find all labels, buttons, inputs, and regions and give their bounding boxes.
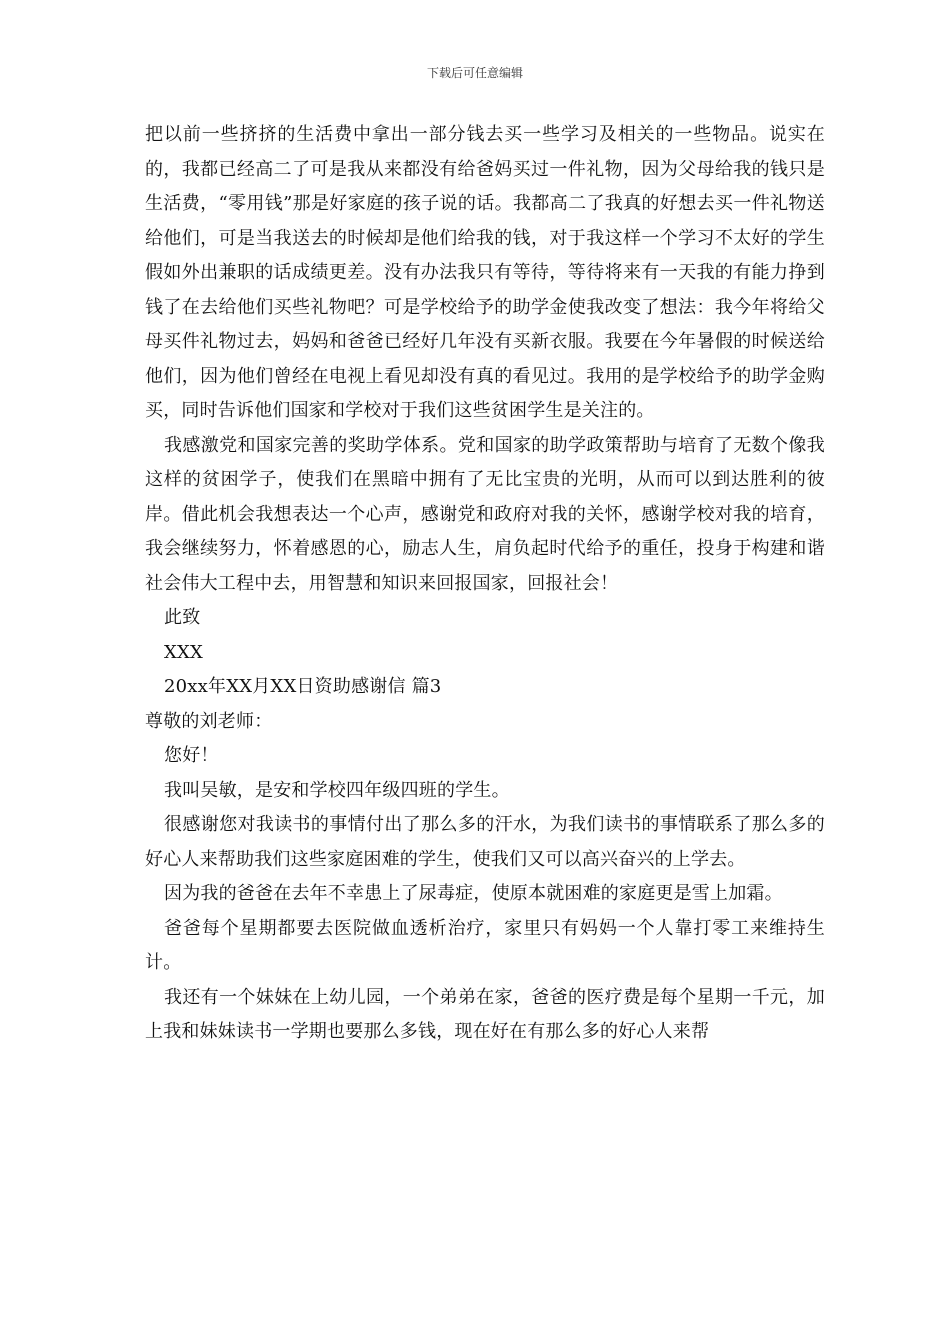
paragraph-introduction: 我叫吴敏，是安和学校四年级四班的学生。 bbox=[164, 779, 510, 801]
closing-salutation: 此致 bbox=[164, 607, 201, 628]
paragraph-family-costs: 我还有一个妹妹在上幼儿园，一个弟弟在家，爸爸的医疗费是每个星期一千元，加上我和妹妹读书一学期也要那么多钱，现在好在有那么多的好心人来帮 bbox=[145, 986, 825, 1042]
paragraph-treatment: 爸爸每个星期都要去医院做血透析治疗，家里只有妈妈一个人靠打零工来维持生计。 bbox=[145, 917, 825, 973]
letter-addressee: 尊敬的刘老师： bbox=[145, 710, 273, 732]
paragraph-continuation: 把以前一些挤挤的生活费中拿出一部分钱去买一些学习及相关的一些物品。说实在的，我都已经高二了可是我从来都没有给爸妈买过一件礼物，因为父母给我的钱只是生活费，“零用钱”那是好家庭的孩子说的话。我都高二了我真的好想去买一件礼物送给他们，可是当我送去的时候却是他们给我的钱，对于我这样一个学习不太好的学生假如外出兼职的话成绩更差。没有办法我只有等待，等待将来有一天我的有能力挣到钱了在去给他们买些礼物吧？可是学校给予的助学金使我改变了想法：我今年将给父母买件礼物过去，妈妈和爸爸已经好几年没有买新衣服。我要在今年暑假的时候送给他们，因为他们曾经在电视上看见却没有真的看见过。我用的是学校给予的助学金购买，同时告诉他们国家和学校对于我们这些贫困学生是关注的。 bbox=[145, 124, 825, 421]
date-and-section-title: 20xx年XX月XX日资助感谢信 篇3 bbox=[164, 676, 442, 697]
greeting: 您好！ bbox=[164, 745, 219, 766]
paragraph-thanks: 很感谢您对我读书的事情付出了那么多的汗水，为我们读书的事情联系了那么多的好心人来帮助我们这些家庭困难的学生，使我们又可以高兴奋兴的上学去。 bbox=[145, 814, 825, 870]
paragraph-gratitude: 我感激党和国家完善的奖助学体系。党和国家的助学政策帮助与培育了无数个像我这样的贫困学子，使我们在黑暗中拥有了无比宝贵的光明，从而可以到达胜利的彼岸。借此机会我想表达一个心声，感谢党和政府对我的关怀，感谢学校对我的培育，我会继续努力，怀着感恩的心，励志人生，肩负起时代给予的重任，投身于构建和谐社会伟大工程中去，用智慧和知识来回报国家，回报社会！ bbox=[145, 434, 825, 594]
signature-name: XXX bbox=[164, 641, 204, 663]
page-header-note: 下载后可任意编辑 bbox=[426, 66, 523, 80]
document-body bbox=[145, 118, 825, 1050]
paragraph-father-illness: 因为我的爸爸在去年不幸患上了尿毒症，使原本就困难的家庭更是雪上加霜。 bbox=[164, 883, 783, 904]
